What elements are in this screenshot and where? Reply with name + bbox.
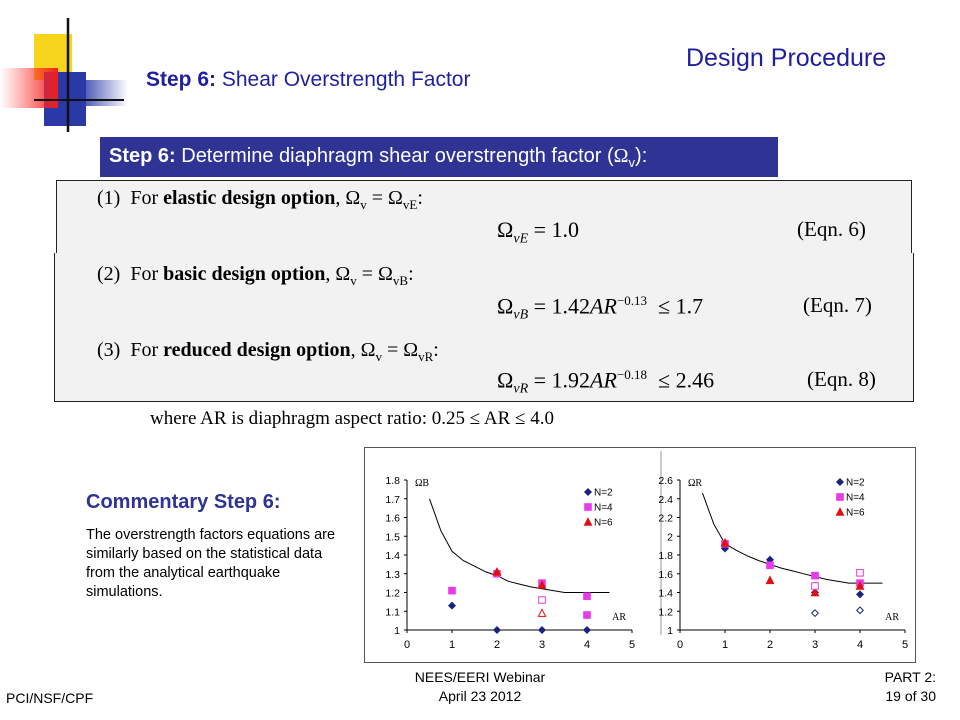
chart-2-point-N=4 — [767, 562, 774, 569]
equation-2-exp: −0.13 — [616, 293, 648, 308]
chart-1-point-N=4 — [539, 597, 546, 604]
equation-1-label: (Eqn. 6) — [797, 217, 866, 241]
step-banner — [100, 137, 778, 177]
equation-1-option: elastic design option — [163, 187, 336, 209]
banner-text: Determine diaphragm shear overstrength factor ( — [175, 145, 614, 167]
chart-2-legend-label: N=6 — [846, 507, 865, 519]
chart-1-y-tick-label: 1.1 — [385, 606, 400, 619]
equation-1-lhs-sub: vE — [513, 231, 529, 247]
footer-center — [380, 668, 580, 706]
section-title: Design Procedure — [686, 44, 887, 72]
equation-3-limit: ≤ 2.46 — [658, 367, 715, 393]
equation-1-statement — [97, 187, 423, 213]
equation-3-omega: , Ω — [350, 339, 376, 361]
commentary-body: The overstrength factors equations are similarly based on the statistical data from the analytical earthquake simulations. — [86, 527, 336, 600]
equation-2-label: (Eqn. 7) — [803, 293, 872, 317]
equation-1-formula — [497, 217, 579, 247]
equation-1-lhs: Ω — [497, 217, 514, 242]
chart-1-x-tick-label: 5 — [628, 639, 636, 651]
chart-1-y-tick-label: 1.2 — [385, 587, 400, 600]
equation-2-var: AR — [590, 293, 617, 319]
chart-2-x-tick-label: 2 — [766, 639, 774, 651]
chart-2-y-tick-label: 2.6 — [658, 475, 673, 487]
chart-1-point-N=4 — [449, 587, 456, 594]
overstrength-charts — [364, 447, 916, 663]
footer-page: 19 of 30 — [885, 688, 936, 704]
chart-1-x-tick-label: 3 — [538, 639, 546, 651]
equation-1-sub1: v — [360, 197, 367, 212]
footer-part: PART 2: — [884, 669, 936, 685]
chart-1-y-tick-label: 1.5 — [385, 531, 400, 544]
footer-right — [840, 668, 936, 706]
chart-2-point-N=4 — [812, 572, 819, 579]
banner-close: ): — [635, 145, 648, 167]
equation-2-option: basic design option — [163, 263, 326, 285]
chart-1-x-label: AR — [612, 612, 626, 623]
equation-3-lhs-sub: vR — [513, 381, 529, 397]
equation-2-sub1: v — [350, 273, 357, 288]
equation-3-end: : — [433, 339, 439, 361]
chart-2-legend-label: N=2 — [846, 477, 865, 489]
equation-2-end: : — [408, 263, 414, 285]
chart-2-legend-label: N=4 — [846, 492, 865, 504]
chart-2-y-tick-label: 2.2 — [658, 512, 673, 525]
equation-1-end: : — [417, 187, 423, 209]
equation-1-number: (1) — [97, 187, 121, 209]
slide-title — [146, 68, 470, 92]
chart-1-legend-label: N=4 — [594, 502, 613, 514]
banner-subscript: v — [628, 155, 636, 170]
equation-3-label: (Eqn. 8) — [807, 367, 876, 391]
chart-2-y-tick-label: 2 — [667, 531, 673, 544]
chart-2-x-label: AR — [885, 612, 899, 623]
equation-3-sub1: v — [375, 349, 382, 364]
slide-title-step: Step 6: — [146, 68, 217, 91]
chart-2-panel-label: ΩR — [688, 478, 703, 489]
banner-step: Step 6: — [109, 145, 176, 167]
chart-2-point-N=4 — [812, 583, 819, 590]
slide-title-text: Shear Overstrength Factor — [216, 68, 471, 91]
equation-3-var: AR — [590, 367, 617, 393]
equation-3-statement — [97, 339, 439, 365]
footer-webinar: NEES/EERI Webinar — [414, 669, 546, 685]
chart-1-x-tick-label: 4 — [583, 639, 591, 651]
equation-2-prefix: For — [130, 263, 164, 285]
chart-1-x-tick-label: 1 — [448, 639, 456, 651]
footer-date: April 23 2012 — [438, 688, 522, 704]
chart-1-x-tick-label: 0 — [403, 639, 411, 651]
chart-1-y-tick-label: 1.6 — [385, 512, 400, 525]
equation-2-coef: = 1.42 — [528, 293, 591, 319]
chart-1-y-tick-label: 1.3 — [385, 568, 400, 581]
equation-3-option: reduced design option — [163, 339, 351, 361]
commentary-heading: Commentary Step 6: — [86, 491, 281, 513]
chart-1-point-N=4 — [584, 612, 591, 619]
equation-2-formula — [497, 293, 703, 324]
chart-1-y-tick-label: 1.4 — [385, 550, 400, 562]
chart-2-y-tick-label: 1.2 — [658, 606, 673, 619]
chart-2-y-tick-label: 1.8 — [658, 550, 673, 562]
chart-2-x-tick-label: 1 — [721, 639, 729, 651]
equation-box-elastic — [56, 180, 912, 253]
equation-2-lhs: Ω — [497, 293, 514, 319]
equation-3-lhs: Ω — [497, 367, 514, 393]
equation-2-lhs-sub: vB — [513, 307, 529, 323]
equation-2-limit: ≤ 1.7 — [658, 293, 704, 319]
corner-decoration — [0, 0, 130, 140]
equation-3-number: (3) — [97, 339, 121, 361]
equation-2-number: (2) — [97, 263, 121, 285]
equation-3-prefix: For — [130, 339, 164, 361]
footer-left: PCI/NSF/CPF — [6, 690, 94, 706]
equation-3-exp: −0.18 — [616, 367, 648, 382]
chart-1-y-tick-label: 1.8 — [385, 475, 400, 487]
chart-1-legend-label: N=6 — [594, 517, 613, 529]
equation-1-sub2: vE — [402, 197, 418, 212]
chart-1-y-tick-label: 1 — [394, 625, 400, 637]
chart-2-x-tick-label: 4 — [856, 639, 864, 651]
chart-2-point-N=4 — [857, 570, 864, 577]
chart-2-y-tick-label: 1 — [667, 625, 673, 637]
chart-1-legend-label: N=2 — [594, 487, 613, 499]
equation-2-statement — [97, 263, 414, 289]
chart-2-y-tick-label: 1.6 — [658, 568, 673, 581]
chart-1-point-N=4 — [584, 593, 591, 600]
chart-2-x-tick-label: 5 — [901, 639, 909, 651]
chart-1-legend-marker — [585, 504, 592, 511]
chart-2-y-tick-label: 2.4 — [658, 493, 673, 506]
equation-3-sub2: vR — [418, 349, 434, 364]
chart-2-x-tick-label: 0 — [676, 639, 684, 651]
chart-1-panel-label: ΩB — [415, 478, 430, 489]
chart-2-legend-marker — [837, 494, 844, 501]
chart-2-y-tick-label: 1.4 — [658, 587, 673, 600]
equation-2-omega: , Ω — [325, 263, 351, 285]
aspect-ratio-note: where AR is diaphragm aspect ratio: 0.25 ≤ AR ≤ 4.0 — [150, 408, 554, 429]
equation-1-prefix: For — [130, 187, 164, 209]
banner-omega: Ω — [613, 145, 629, 167]
equation-2-eq: = Ω — [356, 263, 393, 285]
equation-1-rhs: = 1.0 — [528, 217, 580, 242]
equation-3-formula — [497, 367, 714, 398]
equation-3-coef: = 1.92 — [528, 367, 591, 393]
equation-1-eq: = Ω — [366, 187, 403, 209]
chart-1-x-tick-label: 2 — [493, 639, 501, 651]
equation-3-eq: = Ω — [381, 339, 419, 361]
equation-1-omega: , Ω — [335, 187, 361, 209]
equation-box-basic-reduced — [54, 253, 914, 402]
chart-1-y-tick-label: 1.7 — [385, 493, 400, 506]
chart-2-x-tick-label: 3 — [811, 639, 819, 651]
equation-2-sub2: vB — [392, 273, 409, 288]
